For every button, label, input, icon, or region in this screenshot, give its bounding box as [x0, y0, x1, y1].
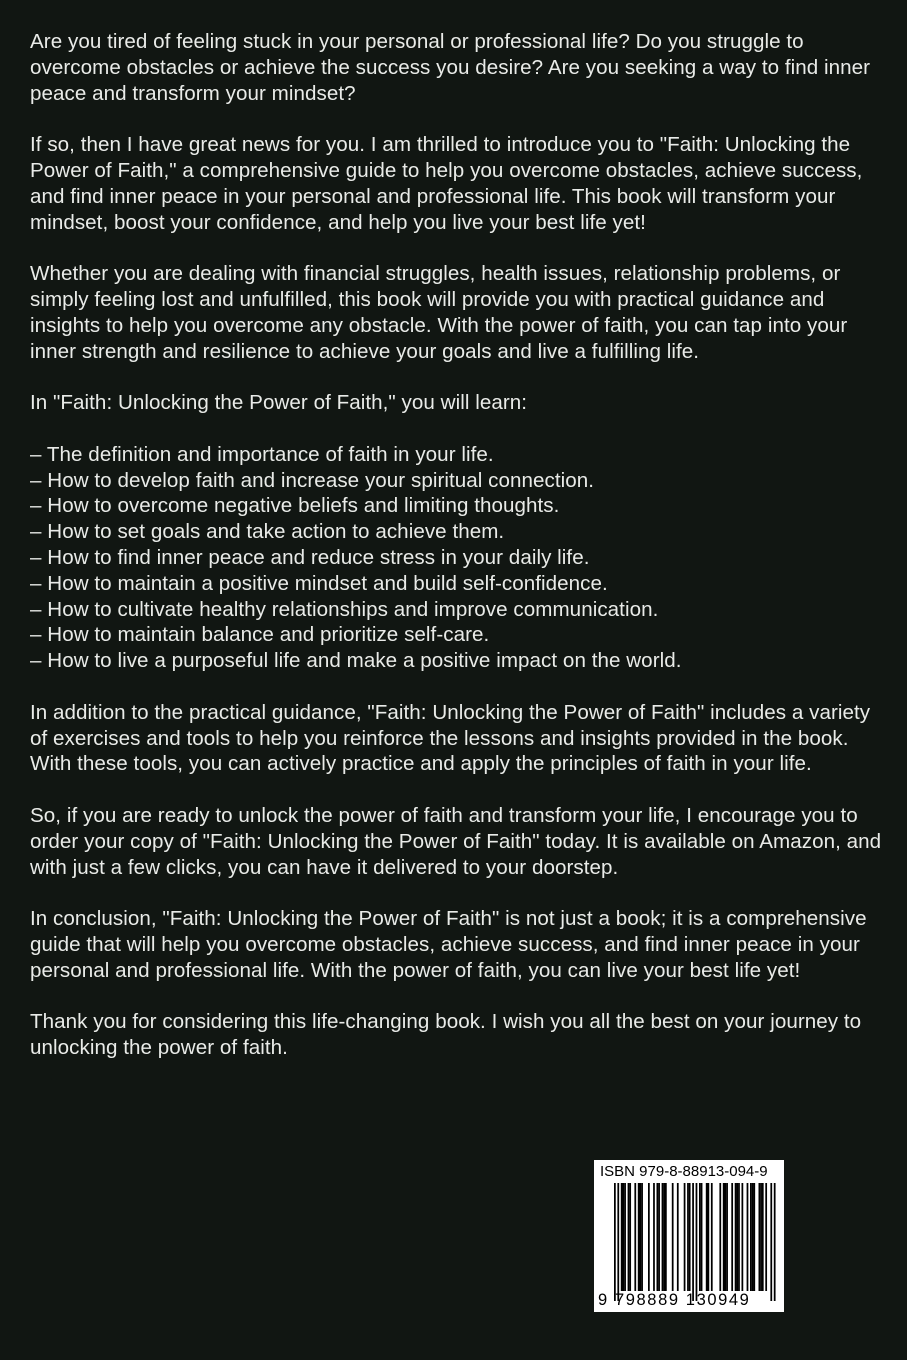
barcode-bar	[708, 1183, 710, 1291]
barcode-bar	[689, 1183, 691, 1291]
list-item: – How to set goals and take action to achieve them.	[30, 520, 505, 544]
barcode-bar	[638, 1183, 640, 1291]
barcode-bar	[658, 1183, 660, 1291]
barcode-bar	[634, 1183, 636, 1291]
barcode-bar	[723, 1183, 725, 1291]
call-to-action-paragraph: So, if you are ready to unlock the power of faith and transform your life, I encourage you to order your copy of "Faith: Unlocking the Power of Faith" today. It is available on Amazon, and with just a few clicks, you can have it delivered to your doorstep.	[30, 803, 882, 879]
benefits-paragraph: Whether you are dealing with financial struggles, health issues, relationship problems, or simply feeling lost and unfulfilled, this book will provide you with practical guidance and insights to help you overcome any obstacle. With the power of faith, you can tap into your inner strength and resilience to achieve your goals and live a fulfilling life.	[30, 262, 848, 363]
list-item: – How to maintain a positive mindset and build self-confidence.	[30, 571, 608, 595]
barcode-bar	[648, 1183, 650, 1291]
barcode-bar	[663, 1183, 665, 1291]
barcode-bar	[623, 1183, 625, 1291]
list-item: – How to live a purposeful life and make a positive impact on the world.	[30, 649, 682, 673]
barcode-guard-bar	[614, 1183, 616, 1301]
barcode-bar	[736, 1183, 738, 1291]
barcode-bar	[665, 1183, 667, 1291]
barcode-digits: 9 798889 130949	[598, 1291, 751, 1309]
isbn-label: ISBN 979-8-88913-094-9	[600, 1163, 768, 1180]
learn-intro-paragraph: In "Faith: Unlocking the Power of Faith," you will learn:	[30, 391, 528, 415]
exercises-paragraph: In addition to the practical guidance, "Faith: Unlocking the Power of Faith" includes a variety of exercises and tools to help you reinforce the lessons and insights provided in the book. With these tools, you can actively practice and apply the principles of faith in your life.	[30, 700, 871, 776]
barcode-bars	[594, 1160, 784, 1312]
barcode-bar	[731, 1183, 733, 1291]
announcement-paragraph: If so, then I have great news for you. I am thrilled to introduce you to "Faith: Unlocking the Power of Faith," a comprehensive guide to help you overcome obstacles, achieve success, and find inner peace in your personal and professional life. This book will transform your mindset, boost your confidence, and help you live your best life yet!	[30, 133, 863, 234]
barcode-bar	[662, 1183, 664, 1291]
barcode-guard-bar	[692, 1183, 694, 1301]
isbn-barcode	[594, 1160, 784, 1312]
barcode-bar	[699, 1183, 701, 1291]
barcode-bar	[672, 1183, 674, 1291]
barcode-bar	[725, 1183, 727, 1291]
barcode-bar	[628, 1183, 630, 1291]
barcode-bar	[701, 1183, 703, 1291]
barcode-bar	[742, 1183, 744, 1291]
list-item: – The definition and importance of faith in your life.	[30, 442, 494, 466]
list-item: – How to maintain balance and prioritize self-care.	[30, 623, 490, 647]
conclusion-paragraph: In conclusion, "Faith: Unlocking the Power of Faith" is not just a book; it is a comprehensive guide that will help you overcome obstacles, achieve success, and find inner peace in your personal and professional life. With the power of faith, you can live your best life yet!	[30, 907, 867, 982]
barcode-guard-bar	[770, 1183, 772, 1301]
barcode-bar	[687, 1183, 689, 1291]
barcode-bar	[706, 1183, 708, 1291]
barcode-bar	[753, 1183, 755, 1291]
barcode-bar	[747, 1183, 749, 1291]
barcode-bar	[657, 1183, 659, 1291]
barcode-bar	[640, 1183, 642, 1291]
barcode-bar	[684, 1183, 686, 1291]
barcode-bar	[726, 1183, 728, 1291]
barcode-bar	[711, 1183, 713, 1291]
barcode-bar	[621, 1183, 623, 1291]
list-item: – How to find inner peace and reduce stress in your daily life.	[30, 545, 590, 569]
barcode-bar	[719, 1183, 721, 1291]
barcode-bar	[653, 1183, 655, 1291]
barcode-bar	[641, 1183, 643, 1291]
intro-paragraph: Are you tired of feeling stuck in your personal or professional life? Do you struggle to overcome obstacles or achieve the success you desire? Are you seeking a way to find inner peace and transform your mindset?	[30, 30, 871, 105]
barcode-guard-bar	[696, 1183, 698, 1301]
barcode-guard-bar	[617, 1183, 619, 1301]
back-cover-text	[30, 29, 890, 1087]
barcode-bar	[750, 1183, 752, 1291]
barcode-bar	[629, 1183, 631, 1291]
thank-you-paragraph: Thank you for considering this life-changing book. I wish you all the best on your journey to unlocking the power of faith.	[30, 1010, 862, 1060]
barcode-bar	[624, 1183, 626, 1291]
barcode-bar	[765, 1183, 767, 1291]
list-item: – How to overcome negative beliefs and limiting thoughts.	[30, 494, 560, 518]
barcode-bar	[752, 1183, 754, 1291]
barcode-bar	[762, 1183, 764, 1291]
barcode-guard-bar	[774, 1183, 776, 1301]
barcode-bar	[677, 1183, 679, 1291]
barcode-bar	[735, 1183, 737, 1291]
barcode-bar	[738, 1183, 740, 1291]
barcode-bar	[759, 1183, 761, 1291]
learn-list	[30, 442, 890, 674]
barcode-bar	[760, 1183, 762, 1291]
list-item: – How to develop faith and increase your spiritual connection.	[30, 468, 595, 492]
list-item: – How to cultivate healthy relationships and improve communication.	[30, 597, 659, 621]
